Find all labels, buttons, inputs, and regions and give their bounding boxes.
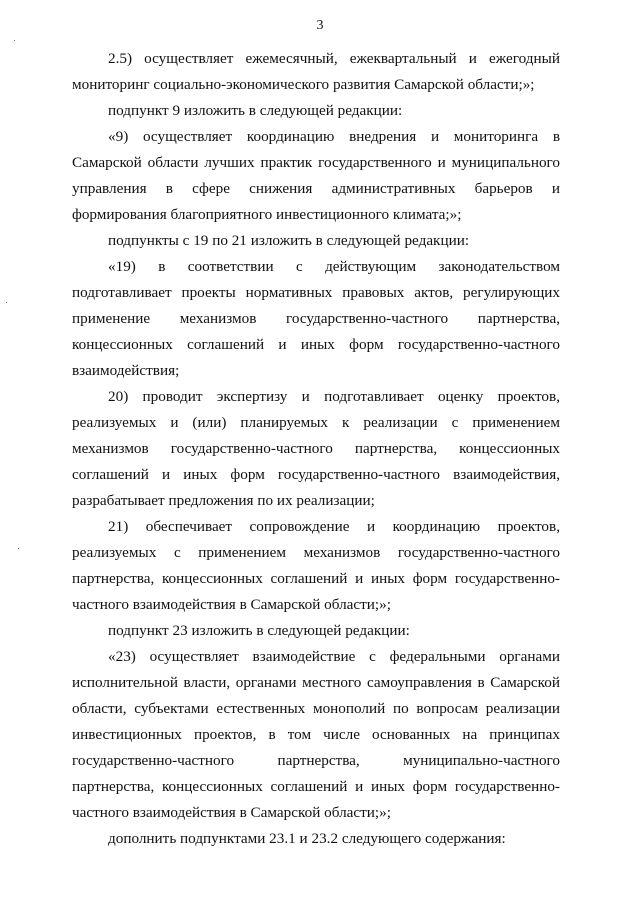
text-line: подпункты с 19 по 21 изложить в следующей редакции: bbox=[108, 232, 470, 249]
text-line: государственно-частного партнерства, муниципально-частного bbox=[72, 752, 560, 769]
text-line: партнерства, концессионных соглашений и иных форм государственно- bbox=[72, 778, 560, 795]
scan-speck bbox=[18, 548, 19, 549]
paragraph bbox=[72, 124, 560, 228]
text-line: 2.5) осуществляет ежемесячный, ежеквартальный и ежегодный bbox=[108, 50, 560, 67]
text-line: частного взаимодействия в Самарской области;»; bbox=[72, 596, 391, 613]
paragraph bbox=[72, 254, 560, 384]
page-number: 3 bbox=[316, 18, 324, 33]
paragraph bbox=[72, 514, 560, 618]
scan-speck bbox=[14, 40, 15, 41]
text-line: 20) проводит экспертизу и подготавливает оценку проектов, bbox=[108, 388, 560, 405]
text-line: подпункт 23 изложить в следующей редакции: bbox=[108, 622, 410, 639]
paragraph bbox=[72, 228, 560, 254]
text-line: концессионных соглашений и иных форм государственно-частного bbox=[72, 336, 560, 353]
text-line: взаимодействия; bbox=[72, 362, 180, 379]
text-line: мониторинг социально-экономического развития Самарской области;»; bbox=[72, 76, 535, 93]
text-line: подготавливает проекты нормативных правовых актов, регулирующих bbox=[72, 284, 560, 301]
text-line: частного взаимодействия в Самарской области;»; bbox=[72, 804, 391, 821]
text-line: «23) осуществляет взаимодействие с федеральными органами bbox=[108, 648, 560, 665]
text-line: подпункт 9 изложить в следующей редакции: bbox=[108, 102, 403, 119]
text-line: области, субъектами естественных монополий по вопросам реализации bbox=[72, 700, 560, 717]
document-body bbox=[72, 46, 560, 852]
paragraph bbox=[72, 384, 560, 514]
paragraph bbox=[72, 46, 560, 98]
paragraph bbox=[72, 98, 560, 124]
text-line: формирования благоприятного инвестиционного климата;»; bbox=[72, 206, 462, 223]
text-line: соглашений и иных форм государственно-частного взаимодействия, bbox=[72, 466, 560, 483]
text-line: «19) в соответствии с действующим законодательством bbox=[108, 258, 560, 275]
text-line: реализуемых и (или) планируемых к реализации с применением bbox=[72, 414, 560, 431]
text-line: управления в сфере снижения административных барьеров и bbox=[72, 180, 560, 197]
scan-speck bbox=[6, 302, 7, 303]
paragraph bbox=[72, 826, 560, 852]
text-line: реализуемых с применением механизмов государственно-частного bbox=[72, 544, 560, 561]
text-line: механизмов государственно-частного партнерства, концессионных bbox=[72, 440, 560, 457]
text-line: 21) обеспечивает сопровождение и координацию проектов, bbox=[108, 518, 560, 535]
text-line: Самарской области лучших практик государственного и муниципального bbox=[72, 154, 560, 171]
text-line: исполнительной власти, органами местного самоуправления в Самарской bbox=[72, 674, 560, 691]
text-line: инвестиционных проектов, в том числе основанных на принципах bbox=[72, 726, 560, 743]
text-line: разрабатывает предложения по их реализации; bbox=[72, 492, 375, 509]
paragraph bbox=[72, 618, 560, 644]
text-line: дополнить подпунктами 23.1 и 23.2 следующего содержания: bbox=[108, 830, 506, 847]
text-line: «9) осуществляет координацию внедрения и мониторинга в bbox=[108, 128, 560, 145]
text-line: партнерства, концессионных соглашений и иных форм государственно- bbox=[72, 570, 560, 587]
text-line: применение механизмов государственно-частного партнерства, bbox=[72, 310, 560, 327]
paragraph bbox=[72, 644, 560, 826]
